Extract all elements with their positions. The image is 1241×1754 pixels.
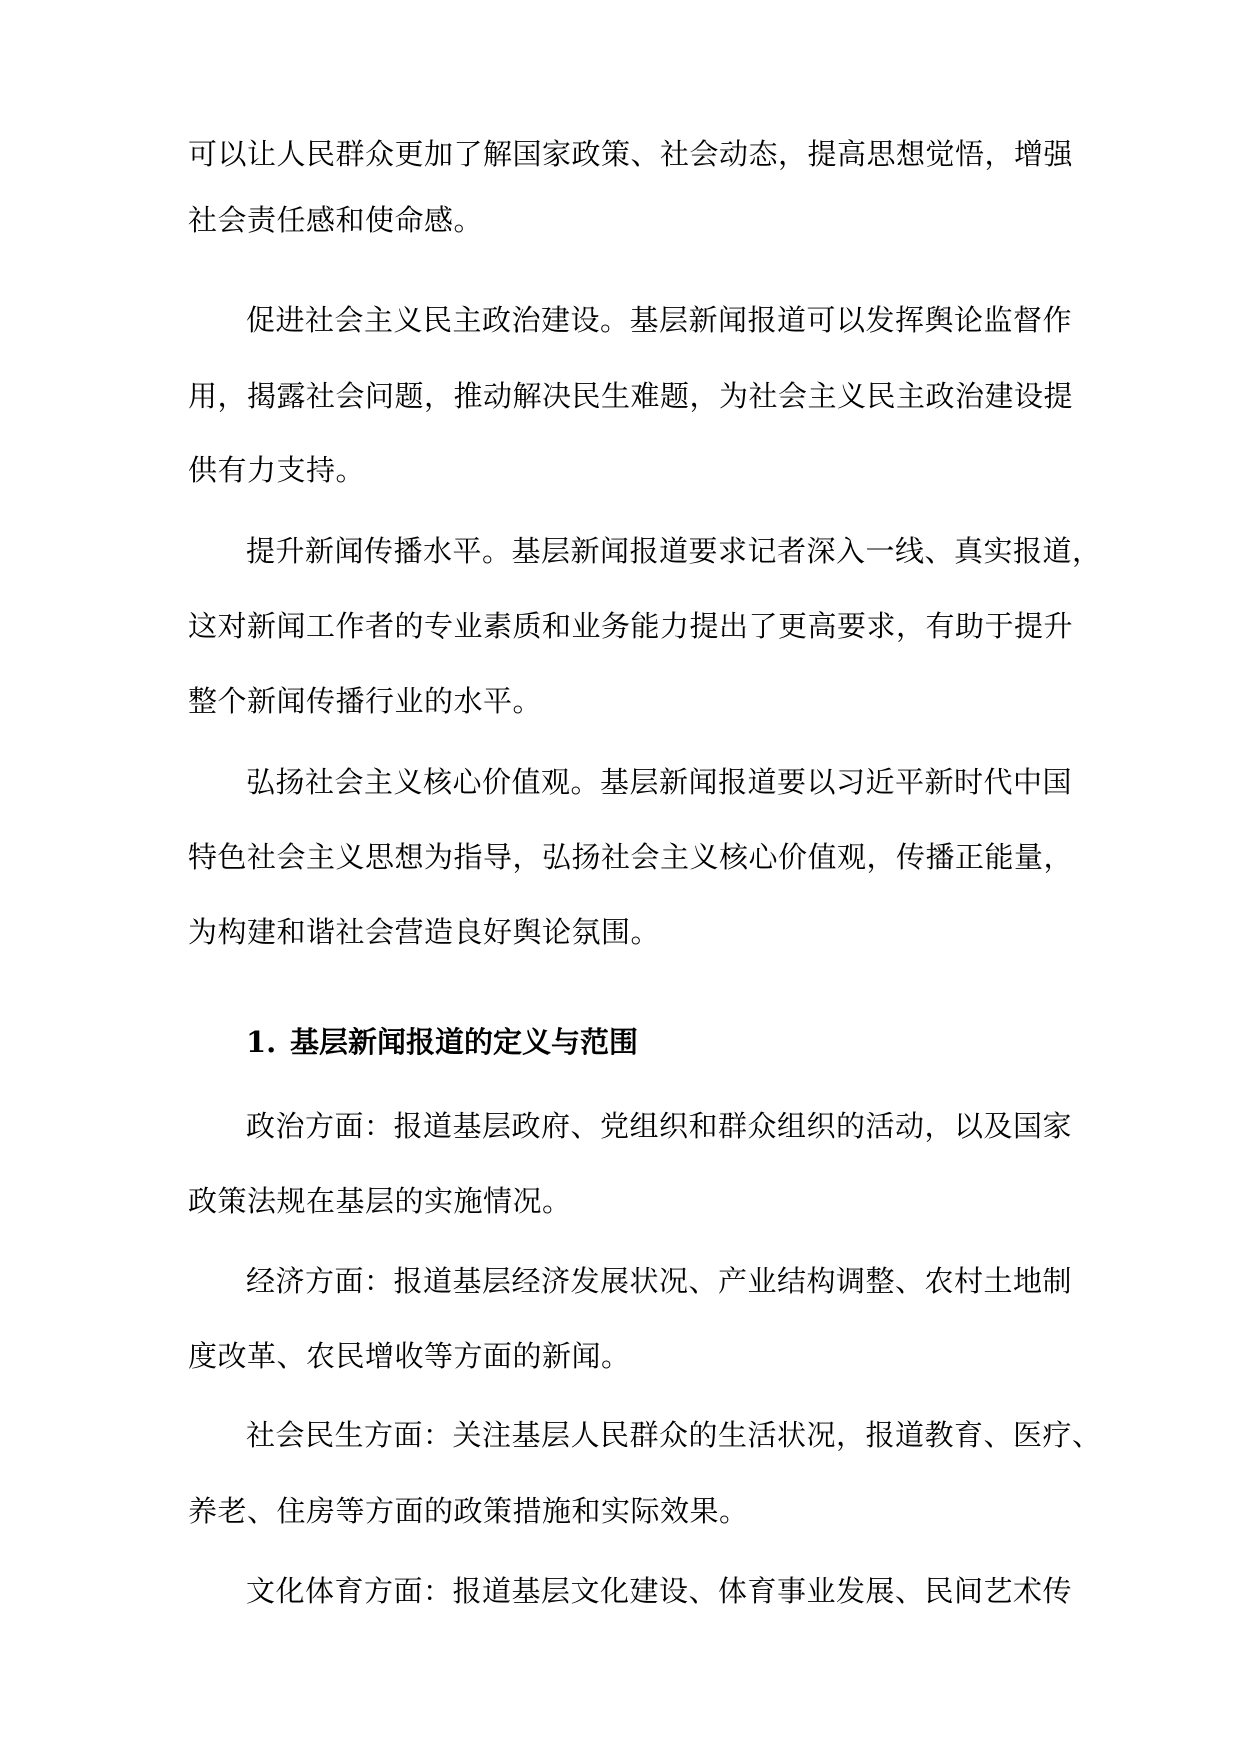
- section-heading: [246, 1022, 638, 1062]
- paragraph-line: 可以让人民群众更加了解国家政策、社会动态，提高思想觉悟，增强: [188, 137, 1074, 171]
- paragraph-line: 文化体育方面：报道基层文化建设、体育事业发展、民间艺术传: [246, 1574, 1073, 1608]
- paragraph-line: 用，揭露社会问题，推动解决民生难题，为社会主义民主政治建设提: [188, 379, 1074, 413]
- paragraph-line: 提升新闻传播水平。基层新闻报道要求记者深入一线、真实报道，: [246, 534, 1102, 568]
- paragraph-line: 为构建和谐社会营造良好舆论氛围。: [188, 915, 661, 949]
- paragraph-line: 政治方面：报道基层政府、党组织和群众组织的活动，以及国家: [246, 1109, 1073, 1143]
- paragraph-line: 经济方面：报道基层经济发展状况、产业结构调整、农村土地制: [246, 1264, 1073, 1298]
- paragraph-line: 政策法规在基层的实施情况。: [188, 1184, 572, 1218]
- section-title: 基层新闻报道的定义与范围: [290, 1025, 639, 1059]
- paragraph-line: 促进社会主义民主政治建设。基层新闻报道可以发挥舆论监督作: [246, 303, 1073, 337]
- paragraph-line: 社会民生方面：关注基层人民群众的生活状况，报道教育、医疗、: [246, 1418, 1102, 1452]
- paragraph-line: 这对新闻工作者的专业素质和业务能力提出了更高要求，有助于提升: [188, 609, 1074, 643]
- paragraph-line: 养老、住房等方面的政策措施和实际效果。: [188, 1494, 749, 1528]
- paragraph-line: 特色社会主义思想为指导，弘扬社会主义核心价值观，传播正能量，: [188, 840, 1074, 874]
- paragraph-line: 供有力支持。: [188, 453, 366, 487]
- paragraph-line: 度改革、农民增收等方面的新闻。: [188, 1339, 631, 1373]
- paragraph-line: 社会责任感和使命感。: [188, 203, 484, 237]
- paragraph-line: 整个新闻传播行业的水平。: [188, 684, 543, 718]
- paragraph-line: 弘扬社会主义核心价值观。基层新闻报道要以习近平新时代中国: [246, 765, 1073, 799]
- section-number: 1.: [246, 1025, 277, 1059]
